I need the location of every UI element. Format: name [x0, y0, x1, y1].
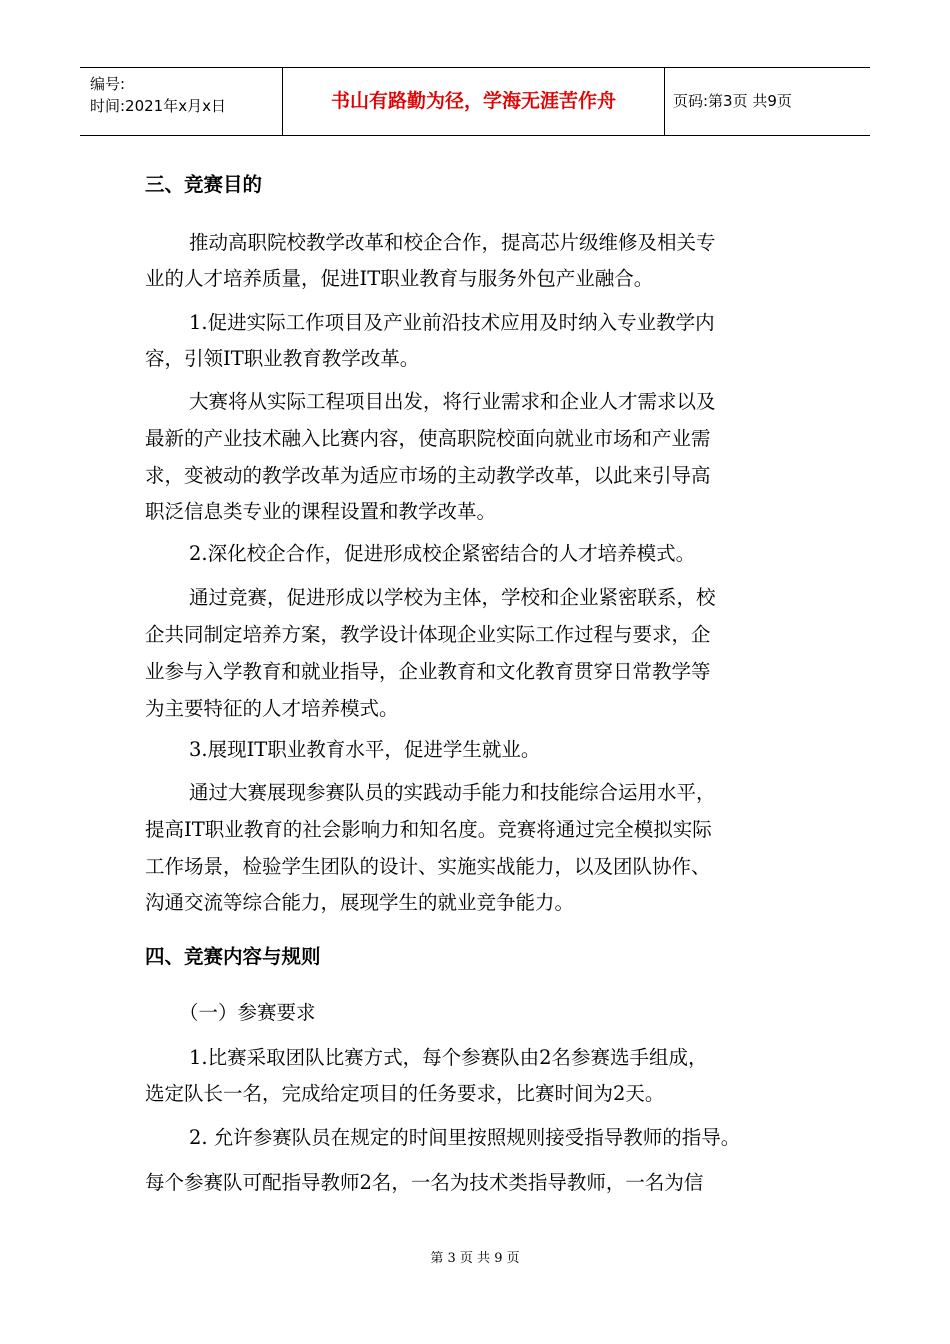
paragraph-line: 业的人才培养质量，促进IT职业教育与服务外包产业融合。: [145, 267, 654, 290]
paragraph-line: 提高IT职业教育的社会影响力和知名度。竞赛将通过完全模拟实际: [145, 818, 712, 841]
paragraph-line: 求，变被动的教学改革为适应市场的主动教学改革，以此来引导高: [145, 464, 711, 487]
section-heading-3: 三、竞赛目的: [145, 173, 263, 196]
paragraph-line: 通过竞赛，促进形成以学校为主体，学校和企业紧密联系，校: [189, 586, 716, 609]
paragraph-line: 通过大赛展现参赛队员的实践动手能力和技能综合运用水平，: [189, 781, 716, 804]
section-heading-4: 四、竞赛内容与规则: [145, 945, 321, 968]
paragraph-line: 为主要特征的人才培养模式。: [145, 697, 399, 720]
paragraph-line: 容，引领IT职业教育教学改革。: [145, 347, 420, 370]
paragraph-line: 选定队长一名，完成给定项目的任务要求，比赛时间为2天。: [145, 1082, 665, 1105]
header-page-info: 页码:第3页 共9页: [673, 92, 792, 110]
number-label: 编号:: [90, 75, 126, 93]
date-line: 时间:2021年x月x日: [90, 97, 226, 115]
header-motto: 书山有路勤为径，学海无涯苦作舟: [283, 68, 665, 135]
rule-item-1: 1.比赛采取团队比赛方式，每个参赛队由2名参赛选手组成，: [189, 1046, 708, 1069]
rule-item-2: 2. 允许参赛队员在规定的时间里按照规则接受指导教师的指导。: [189, 1126, 741, 1149]
header-meta: [80, 68, 283, 135]
paragraph-line: 职泛信息类专业的课程设置和教学改革。: [145, 500, 497, 523]
paragraph-line: 大赛将从实际工程项目出发，将行业需求和企业人才需求以及: [189, 390, 716, 413]
paragraph-line: 每个参赛队可配指导教师2名，一名为技术类指导教师，一名为信: [145, 1171, 704, 1194]
paragraph-line: 工作场景，检验学生团队的设计、实施实战能力，以及团队协作、: [145, 855, 711, 878]
paragraph-line: 最新的产业技术融入比赛内容，使高职院校面向就业市场和产业需: [145, 427, 711, 450]
page-header: [80, 67, 870, 136]
paragraph-line: 沟通交流等综合能力，展现学生的就业竞争能力。: [145, 891, 575, 914]
paragraph-line: 企共同制定培养方案，教学设计体现企业实际工作过程与要求，企: [145, 623, 711, 646]
list-item-3: 3.展现IT职业教育水平，促进学生就业。: [189, 738, 541, 761]
paragraph-line: 业参与入学教育和就业指导，企业教育和文化教育贯穿日常教学等: [145, 660, 711, 683]
paragraph-line: 推动高职院校教学改革和校企合作，提高芯片级维修及相关专: [189, 231, 716, 254]
list-item-2: 2.深化校企合作，促进形成校企紧密结合的人才培养模式。: [189, 542, 696, 565]
subsection-heading: （一）参赛要求: [179, 1001, 316, 1024]
page-footer: 第 3 页 共 9 页: [430, 1251, 520, 1266]
list-item-1: 1.促进实际工作项目及产业前沿技术应用及时纳入专业教学内: [189, 311, 715, 334]
